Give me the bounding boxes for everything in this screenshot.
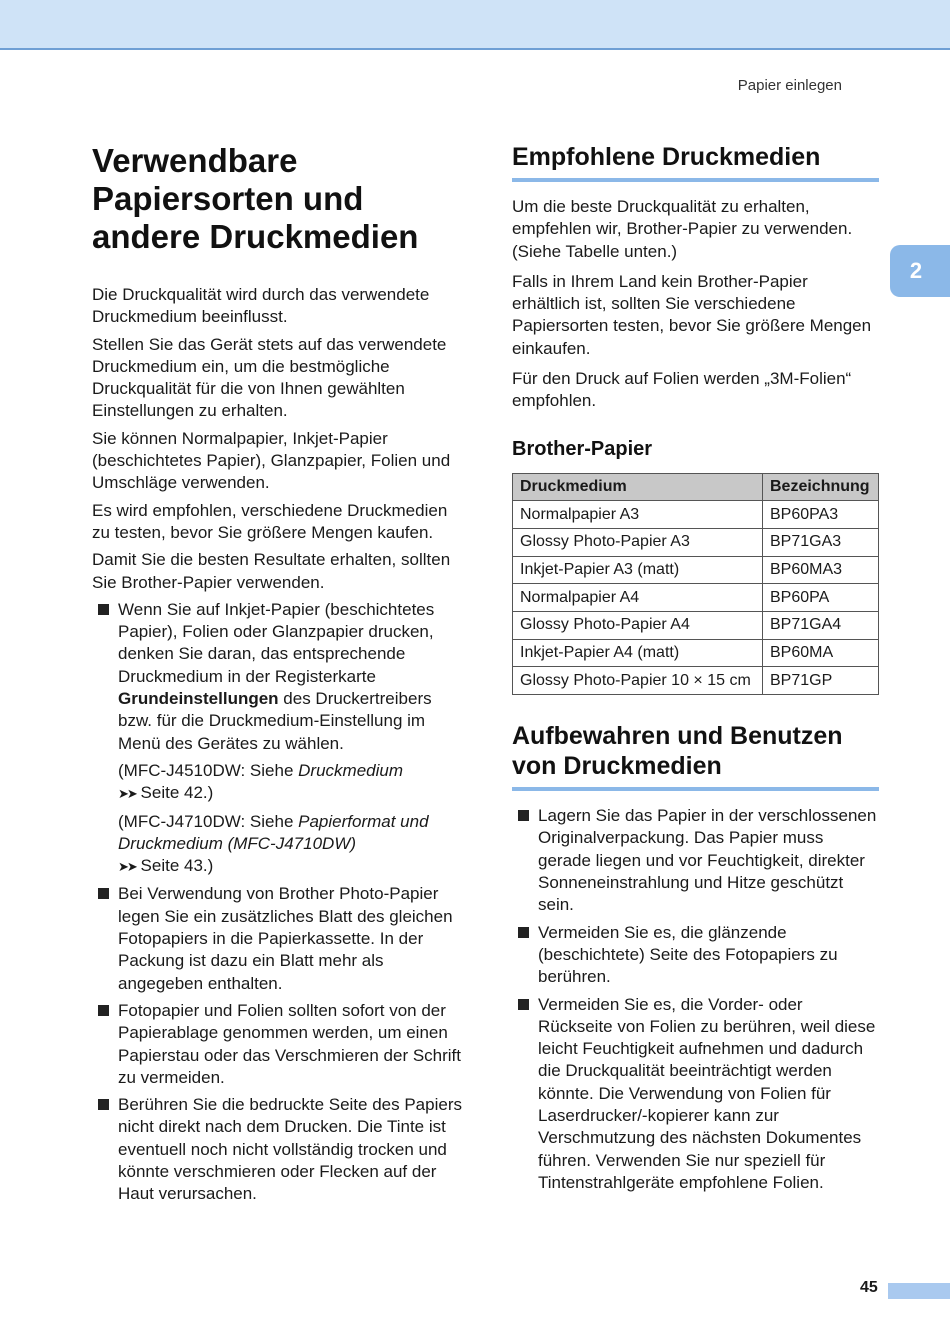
list-item: Wenn Sie auf Inkjet-Papier (beschichtetes Papier), Folien oder Glanzpapier drucken, denken Sie daran, das entsprechende Druckmedium in der Registerkarte Grundeinstellungen des Druckertreibers bzw. für die Druckmedium-Einstellung im Menü des Gerätes zu wählen. (MFC-J4510DW: Siehe Druckmedium ➤➤ Seite 42.) (MFC-J4710DW: Siehe Papierformat und Druckmedium (MFC-J4710DW) ➤➤ Seite 43.) <box>92 599 467 879</box>
section-heading: Aufbewahren und Benutzen von Druckmedien <box>512 721 879 791</box>
bullet-square-icon <box>518 999 529 1010</box>
table-cell: BP71GP <box>763 667 879 695</box>
bullet-square-icon <box>518 927 529 938</box>
table-cell: Glossy Photo-Papier A4 <box>513 612 763 640</box>
table-cell: Glossy Photo-Papier A3 <box>513 529 763 557</box>
table-cell: BP71GA4 <box>763 612 879 640</box>
paragraph: Stellen Sie das Gerät stets auf das verwendete Druckmedium ein, um die bestmögliche Druckqualität für die von Ihnen gewählten Einstellungen zu erhalten. <box>92 334 447 421</box>
list-item: Lagern Sie das Papier in der verschlossenen Originalverpackung. Das Papier muss gerade liegen und vor Feuchtigkeit, direkter Sonneneinstrahlung und Hitze geschützt sein. <box>512 805 879 916</box>
cross-reference: (MFC-J4510DW: Siehe Druckmedium ➤➤ Seite 42.) <box>118 760 403 803</box>
reference-link[interactable]: Papierformat und Druckmedium (MFC-J4710DW) <box>118 811 429 853</box>
table-cell: Normalpapier A3 <box>513 501 763 529</box>
page-number: 45 <box>860 1279 878 1296</box>
table-row <box>513 667 879 695</box>
table-row <box>513 501 879 529</box>
page-title: Verwendbare Papiersorten und andere Druckmedien <box>92 142 419 255</box>
paragraph: Falls in Ihrem Land kein Brother-Papier erhältlich ist, sollten Sie verschiedene Papiersorten testen, bevor Sie größere Mengen einkaufen. <box>512 271 872 358</box>
list-item: Vermeiden Sie es, die glänzende (beschichtete) Seite des Fotopapiers zu berühren. <box>512 922 879 989</box>
table-row <box>513 639 879 667</box>
right-column <box>512 142 879 1199</box>
usage-notes-list <box>92 599 467 1206</box>
paragraph: Die Druckqualität wird durch das verwendete Druckmedium beeinflusst. <box>92 285 430 327</box>
paper-table <box>512 473 879 696</box>
table-cell: Inkjet-Papier A3 (matt) <box>513 556 763 584</box>
section-heading: Empfohlene Druckmedien <box>512 142 879 182</box>
bullet-square-icon <box>98 888 109 899</box>
bullet-square-icon <box>518 810 529 821</box>
paragraph: Sie können Normalpapier, Inkjet-Papier (beschichtetes Papier), Glanzpapier, Folien und Umschläge verwenden. <box>92 428 451 493</box>
list-item: Berühren Sie die bedruckte Seite des Papiers nicht direkt nach dem Drucken. Die Tinte ist eventuell noch nicht vollständig trocken und könnte verschmieren oder Flecken auf der Haut verursachen. <box>92 1094 467 1205</box>
table-cell: BP60PA <box>763 584 879 612</box>
list-item: Vermeiden Sie es, die Vorder- oder Rückseite von Folien zu berühren, weil diese leicht Feuchtigkeit aufnehmen und dadurch die Druckqualität beeinträchtigt werden könnte. Die Verwendung von Folien für Laserdrucker/-kopierer kann zur Verschmutzung des nächsten Dokumentes führen. Verwenden Sie nur speziell für Tintenstrahlgeräte empfohlene Folien. <box>512 994 879 1195</box>
table-cell: Glossy Photo-Papier 10 × 15 cm <box>513 667 763 695</box>
table-cell: BP60PA3 <box>763 501 879 529</box>
page-reference-arrow-icon: ➤➤ <box>118 786 136 802</box>
table-cell: Inkjet-Papier A4 (matt) <box>513 639 763 667</box>
list-item: Bei Verwendung von Brother Photo-Papier legen Sie ein zusätzliches Blatt des gleichen Fotopapiers in die Papierkassette. In der Packung ist dazu ein Blatt mehr als angegeben enthalten. <box>92 883 467 994</box>
column-header: Bezeichnung <box>763 473 879 501</box>
paragraph: Um die beste Druckqualität zu erhalten, empfehlen wir, Brother-Papier zu verwenden. (Siehe Tabelle unten.) <box>512 197 853 261</box>
header-band <box>0 0 950 50</box>
bullet-square-icon <box>98 604 109 615</box>
bullet-square-icon <box>98 1005 109 1016</box>
reference-link[interactable]: Druckmedium <box>298 760 403 780</box>
cross-reference: (MFC-J4710DW: Siehe Papierformat und Druckmedium (MFC-J4710DW) ➤➤ Seite 43.) <box>118 811 429 876</box>
table-row <box>513 612 879 640</box>
bullet-square-icon <box>98 1099 109 1110</box>
page-number-bar <box>888 1283 950 1299</box>
running-header: Papier einlegen <box>737 77 842 94</box>
subsection-heading: Brother-Papier <box>512 437 653 460</box>
table-cell: BP60MA3 <box>763 556 879 584</box>
table-cell: BP60MA <box>763 639 879 667</box>
list-item: Fotopapier und Folien sollten sofort von der Papierablage genommen werden, um einen Papierstau oder das Verschmieren der Schrift zu vermeiden. <box>92 1000 467 1089</box>
table-cell: BP71GA3 <box>763 529 879 557</box>
table-row <box>513 556 879 584</box>
page-reference-arrow-icon: ➤➤ <box>118 859 136 875</box>
settings-tab-name: Grundeinstellungen <box>118 689 279 709</box>
table-row <box>513 584 879 612</box>
column-header: Druckmedium <box>513 473 763 501</box>
left-column <box>92 142 467 1211</box>
paragraph: Es wird empfohlen, verschiedene Druckmedien zu testen, bevor Sie größere Mengen kaufen. <box>92 500 448 542</box>
storage-notes-list <box>512 805 879 1194</box>
paragraph: Für den Druck auf Folien werden „3M-Folien“ empfohlen. <box>512 369 852 411</box>
chapter-tab: 2 <box>890 245 950 297</box>
table-row <box>513 529 879 557</box>
table-header-row <box>513 473 879 501</box>
paragraph: Damit Sie die besten Resultate erhalten, sollten Sie Brother-Papier verwenden. <box>92 550 451 592</box>
table-cell: Normalpapier A4 <box>513 584 763 612</box>
